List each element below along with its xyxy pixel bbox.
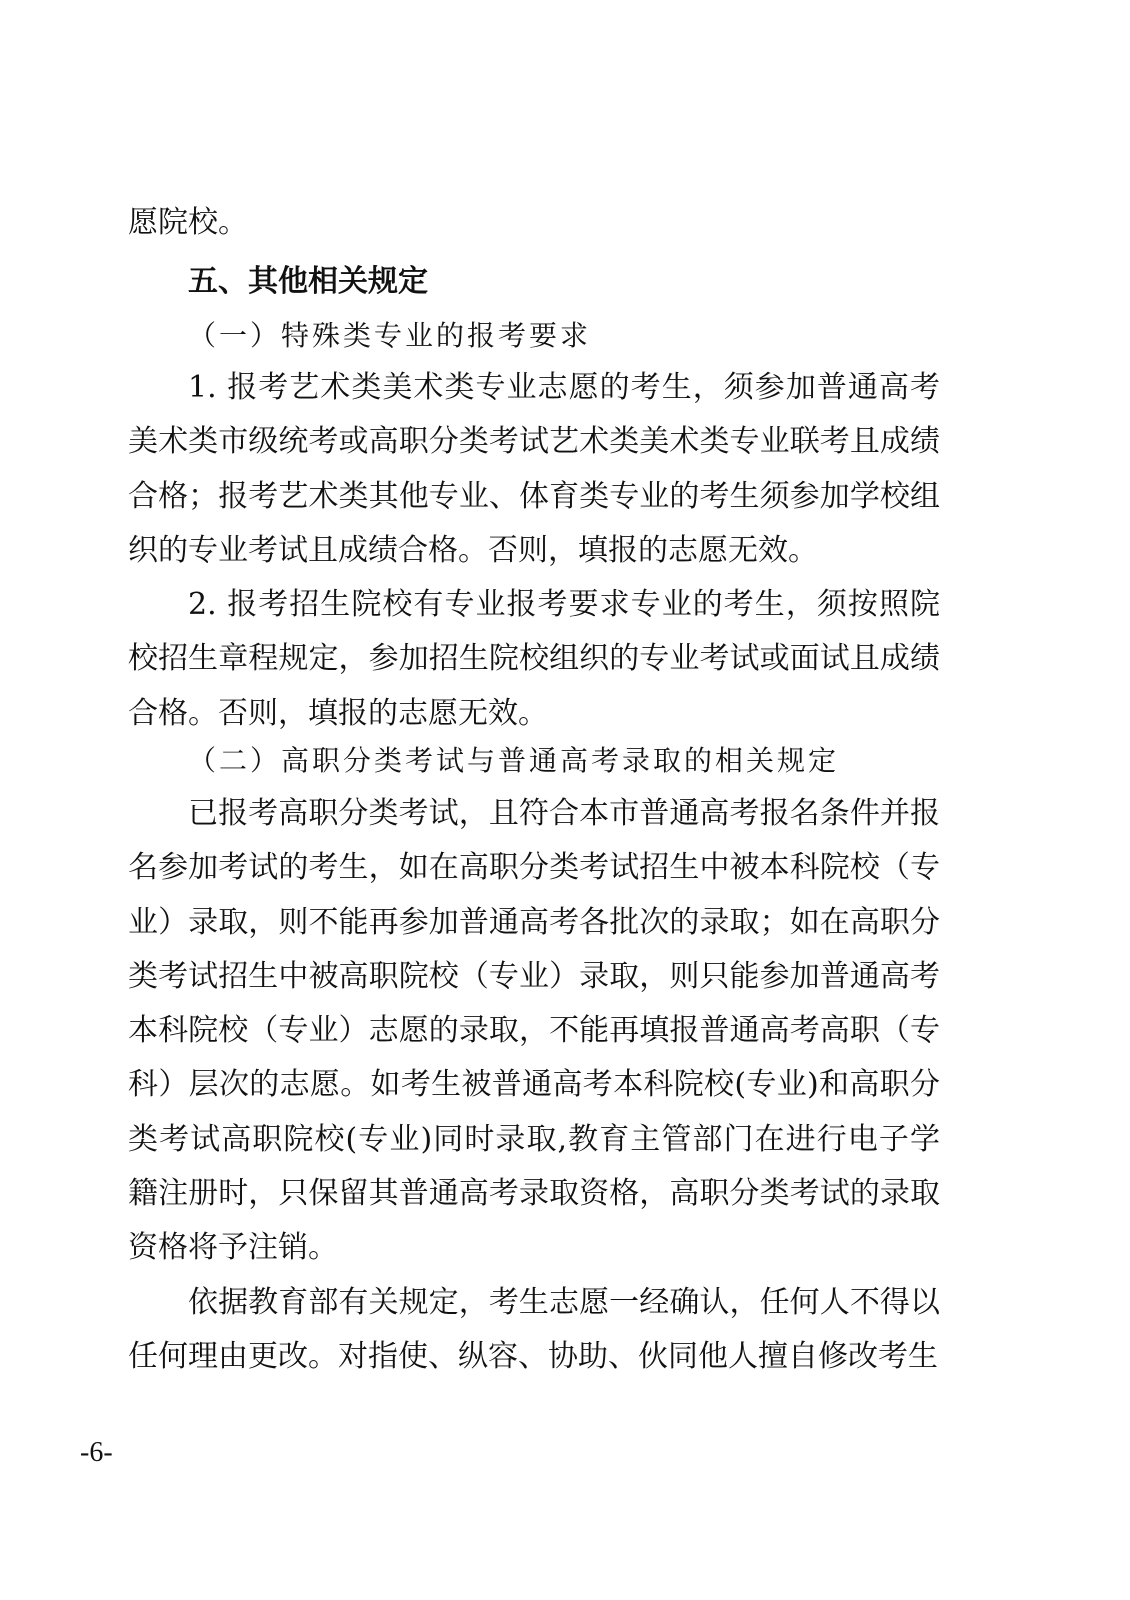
page-number: -6-	[80, 1437, 113, 1468]
section-heading: 五、其他相关规定	[188, 264, 428, 299]
continued-paragraph	[128, 196, 940, 250]
paragraph-closing: 依据教育部有关规定，考生志愿一经确认，任何人不得以任何理由更改。对指使、纵容、协助、伙同他人擅自修改考生	[128, 1284, 940, 1374]
subsection-1-title: （一）特殊类专业的报考要求	[188, 319, 592, 352]
subsection-2-body	[128, 787, 940, 1384]
subsection-2-title: （二）高职分类考试与普通高考录取的相关规定	[188, 744, 840, 777]
paragraph-art-requirement: 1. 报考艺术类美术类专业志愿的考生，须参加普通高考美术类市级统考或高职分类考试艺术类美术类专业联考且成绩合格；报考艺术类其他专业、体育类专业的考生须参加学校组织的专业考试且成绩合格。否则，填报的志愿无效。	[128, 370, 940, 568]
paragraph-major-requirement: 2. 报考招生院校有专业报考要求专业的考生，须按照院校招生章程规定，参加招生院校组织的专业考试或面试且成绩合格。否则，填报的志愿无效。	[128, 587, 940, 731]
paragraph-admission-rules: 已报考高职分类考试，且符合本市普通高考报名条件并报名参加考试的考生，如在高职分类考试招生中被本科院校（专业）录取，则不能再参加普通高考各批次的录取；如在高职分类考试招生中被高职院校（专业）录取，则只能参加普通高考本科院校（专业）志愿的录取，不能再填报普通高考高职（专科）层次的志愿。如考生被普通高考本科院校(专业)和高职分类考试高职院校(专业)同时录取,教育主管部门在进行电子学籍注册时，只保留其普通高考录取资格，高职分类考试的录取资格将予注销。	[128, 796, 940, 1266]
continued-text: 愿院校。	[128, 205, 248, 240]
subsection-1-body	[128, 361, 940, 741]
